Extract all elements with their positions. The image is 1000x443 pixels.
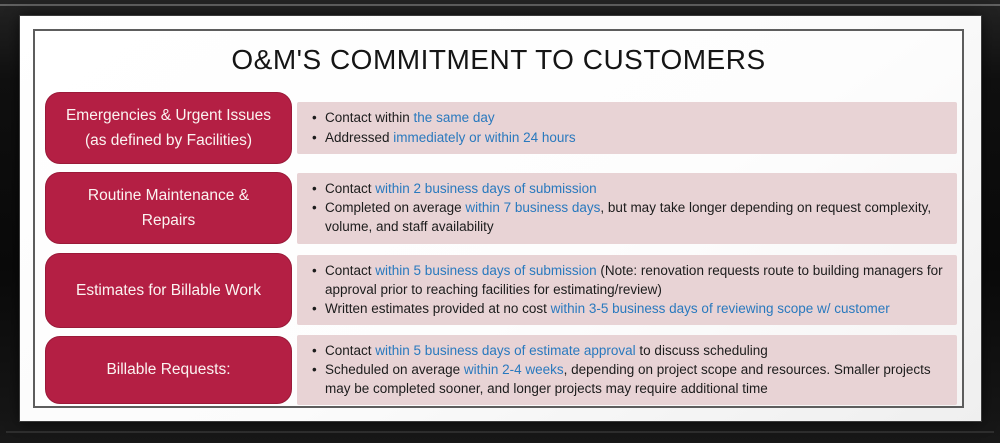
row-label-line: Repairs [141, 212, 196, 230]
highlighted-text: within 2-4 weeks [463, 361, 564, 377]
bullet-item [307, 261, 943, 299]
row-label-line: Estimates for Billable Work [76, 281, 261, 299]
row-label [45, 336, 292, 404]
row-label [45, 253, 292, 328]
row-label [45, 172, 292, 244]
commitment-table [45, 92, 957, 404]
slide-background [20, 16, 981, 421]
highlighted-text: within 7 business days [465, 200, 601, 216]
row-label-line: Emergencies & Urgent Issues [65, 106, 272, 124]
plain-text: , depending on project scope and resources. Smaller projects may be completed sooner, and longer projects may require additional time [325, 361, 931, 397]
row-details [297, 102, 957, 153]
commitment-row [45, 336, 957, 404]
commitment-row [45, 253, 957, 328]
row-label-line: Routine Maintenance & [87, 187, 250, 205]
bullet-item [307, 299, 943, 318]
bullet-item [307, 360, 943, 398]
row-details [297, 255, 957, 325]
bullet-item [307, 198, 943, 236]
highlighted-text: the same day [413, 110, 495, 126]
slide-border [33, 29, 964, 408]
plain-text: Completed on average [325, 200, 466, 216]
bullet-item [307, 108, 943, 127]
highlighted-text: within 3-5 business days of reviewing scope w/ customer [550, 301, 890, 317]
plain-text: Addressed [325, 129, 394, 145]
highlighted-text: within 2 business days of submission [375, 181, 597, 197]
row-label-line: (as defined by Facilities) [84, 132, 253, 149]
plain-text: Contact [325, 181, 376, 197]
commitment-row [45, 172, 957, 244]
highlighted-text: within 5 business days of submission [375, 262, 597, 278]
bullet-item [307, 179, 943, 198]
commitment-row [45, 92, 957, 164]
bullet-item [307, 128, 943, 147]
bullet-item [307, 341, 943, 360]
plain-text: Written estimates provided at no cost [325, 301, 551, 317]
plain-text: Contact [325, 342, 376, 358]
page-title: O&M'S COMMITMENT TO CUSTOMERS [231, 44, 766, 75]
row-label-line: Billable Requests: [106, 361, 231, 379]
plain-text: , but may take longer depending on request complexity, volume, and staff availability [325, 200, 932, 235]
plain-text: Contact within [325, 110, 414, 126]
row-details [297, 335, 957, 405]
plain-text: Scheduled on average [325, 361, 464, 377]
row-label [45, 92, 292, 164]
row-details [297, 173, 957, 243]
plain-text: (Note: renovation requests route to building managers for approval prior to reaching facilities for estimating/review) [325, 262, 943, 298]
plain-text: Contact [325, 262, 376, 278]
highlighted-text: within 5 business days of estimate approval [375, 342, 636, 358]
highlighted-text: immediately or within 24 hours [393, 129, 576, 145]
plain-text: to discuss scheduling [635, 342, 768, 358]
